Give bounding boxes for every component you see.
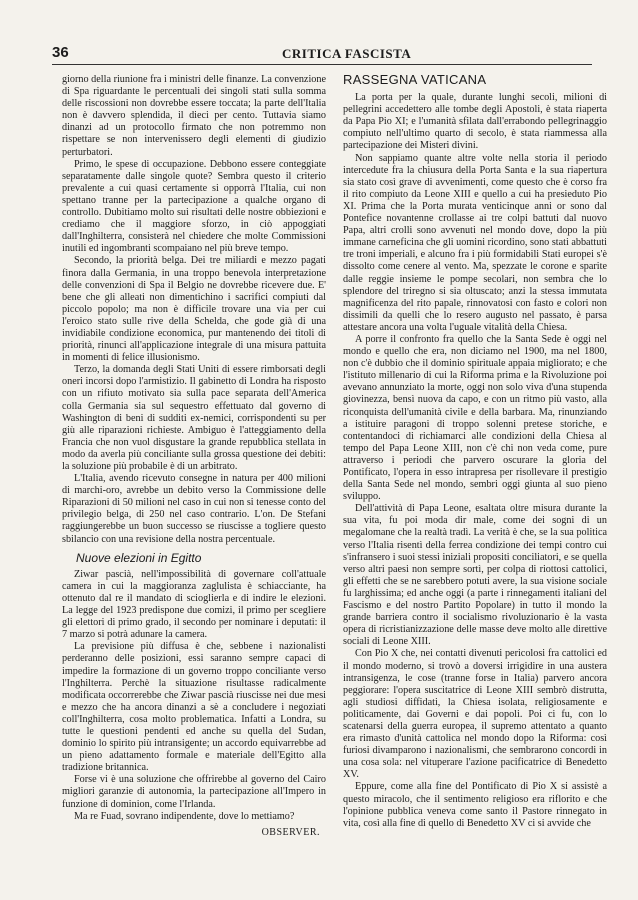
section-subheading: Nuove elezioni in Egitto xyxy=(76,550,202,565)
paragraph: Primo, le spese di occupazione. Debbono essere conteggiate separatamente dalle singole quote? Sembra questo il criterio prevalente a cui quasi certamente si opporrà l'Italia, cui non spettano tranne per la partecipazione a qualche organo di controllo. Dubitiamo molto sui risultati delle nostre obbiezioni e crediamo che il maggiore sforzo, in ciò appoggiati dall'Inghilterra, consisterà nel chiedere che molte Commissioni inutili ed ingombranti scompaiano nel più breve tempo. xyxy=(62,158,326,255)
paragraph: Terzo, la domanda degli Stati Uniti di essere rimborsati degli oneri incorsi dopo l'armistizio. Il gabinetto di Londra ha risposto con un rifiuto motivato sia sulla pace separata dell'America colla Germania sia sul sequestro effettuato dal governo di Washington di beni di sudditi ex-nemici, corrispondenti su per giù alle riparazioni richieste. Ambiguo è l'atteggiamento della Francia che non vuol disgustare la grande repubblica stellata in modo da averla più conciliante sulla grossa questione dei debiti: la soluzione più probabile è di un arbitrato. xyxy=(62,364,326,472)
paragraph: Con Pio X che, nei contatti divenuti pericolosi fra cattolici ed il mondo moderno, si trovò a doversi irrigidire in una austera intransigenza, le cose (tranne forse in Italia) parvero ancora peggiorare: l'opera suscitatrice di Leone XIII sembrò distrutta, agli studiosi diffidati, la Chiesa isolata, religiosamente e politicamente, dai Governi e dai popoli. Poi ci fu, con lo scatenarsi della guerra europea, il supremo attentato a quanto era rimasto d'unità cattolica nel mondo dopo la Riforma: così furiosi divamparono i nazionalismi, che sembrarono concordi in una cosa sola: nel vituperare l'azione pacificatrice di Benedetto XV. xyxy=(343,648,607,781)
page-header xyxy=(52,44,592,65)
paragraph: Ma re Fuad, sovrano indipendente, dove lo mettiamo? xyxy=(74,810,295,822)
author-signature: OBSERVER. xyxy=(261,826,320,838)
section-heading: RASSEGNA VATICANA xyxy=(343,72,487,87)
journal-title: CRITICA FASCISTA xyxy=(282,46,412,61)
paragraph: giorno della riunione fra i ministri delle finanze. La convenzione di Spa riguardante le percentuali dei singoli stati sulla somma delle riscossioni non dovrebbe essere toccata; la parte dell'Italia non è davvero splendida, il dieci per cento. Tuttavia siamo dinanzi ad un protocollo firmato che non potremmo non rispettare se non intervenissero degli elementi di giudizio perturbatori. xyxy=(62,74,326,158)
paragraph: L'Italia, avendo ricevuto consegne in natura per 400 milioni di marchi-oro, avrebbe un debito verso la Commissione delle Riparazioni di 50 milioni nel caso in cui non si tenesse conto del privilegio belga, di 250 nel caso contrario. L'on. De Stefani raggiungerebbe un buon successo se riuscisse a togliere questo sbilancio con una revisione della nostra percentuale. xyxy=(62,473,326,545)
paragraph: La porta per la quale, durante lunghi secoli, milioni di pellegrini accedettero alle tombe degli Apostoli, è stata riaperta da Papa Pio XI; e l'umanità sfilata dall'errabondo pellegrinaggio compiuto nell'ultimo quarto di secolo, è stata riammessa alla partecipazione dei Misteri divini. xyxy=(343,92,607,152)
paragraph: Secondo, la priorità belga. Dei tre miliardi e mezzo pagati finora dalla Germania, in una troppo benevola interpretazione delle convenzioni di Spa il Belgio ne dovrebbe ricevere due. E' bene che gli alleati non dimentichino i sacrifici compiuti dal piccolo popolo; ma non è difficile trovare una via per cui l'eroico stato sulle rive della Schelda, che gode già di una invidiabile condizione economica, pur mantenendo dei titoli di priorità, rinunci all'applicazione integrale di una misura pattuita in momenti di felice illusionismo. xyxy=(62,255,326,364)
page-number: 36 xyxy=(52,44,69,61)
paragraph: A porre il confronto fra quello che la Santa Sede è oggi nel mondo e quello che era, non diciamo nel 1900, ma nel 1800, non c'è dubbio che il dominio spirituale appaia migliorato; e che l'istituto millenario di cui la Riforma prima e la Rivoluzione poi avevano annunziato la morte, oggi non solo viva d'una stupenda giovinezza, bensì nuova da capo, e con un ritmo più vasto, alla riconquista dell'umanità civile e della barbara. Ma, rinunziando a istituire paragoni di troppo solenni pretese storiche, e contentandoci di richiamarci alle condizioni della Chiesa al tempo del Papa Leone XIII, non c'è chi non veda come, pure attraverso i periodi che parvero oscurare la gloria del Pontificato, l'opera in esso intrapresa per risollevare il prestigio della Santa Sede nel mondo, sembri oggi giunta al suo pieno sviluppo. xyxy=(343,333,607,503)
right-column xyxy=(343,74,607,830)
left-column xyxy=(62,74,326,839)
paragraph: Forse vi è una soluzione che offrirebbe al governo del Cairo migliori garanzie di autonomia, la partecipazione all'Impero in funzione di dominion, come l'Irlanda. xyxy=(62,774,326,810)
paragraph: Dell'attività di Papa Leone, esaltata oltre misura durante la sua vita, fu poi moda dir male, come dei sogni di un megalomane che la realtà tradì. La verità è che, se la sua politica verso l'Italia risentì della ferrea condizione dei tempi contro cui s'infransero i suoi stessi iniziali propositi conciliatori, e se quella verso altri paesi non sempre sortì, per colpa di riottosi cattolici, gli effetti che se ne sarebbero potuti avere, la sua visione sociale fu larghissima; ed anche oggi (a parte i rinnegamenti italiani del Fascismo e del nostro Partito Popolare) in tutto il mondo la grande barriera contro il socialismo rivoluzionario è la vasta opera di ricristianizzazione delle masse deve molto alle direttive sociali di Leone XIII. xyxy=(343,503,607,648)
paragraph: Eppure, come alla fine del Pontificato di Pio X si assistè a questo miracolo, che il sentimento religioso era riflorito e che l'opinione pubblica veneva come santo il Pastore rinnegato in vita, così alla fine di quello di Benedetto XV ci si avvide che xyxy=(343,781,607,829)
paragraph: Ziwar pascià, nell'impossibilità di governare coll'attuale camera in cui la maggioranza zaglulista è schiacciante, ha ottenuto dal re il mandato di scioglierla e di indire le elezioni. La legge del 1923 predispone due comizi, il primo per scegliere gli elettori di primo grado, il secondo per nominare i deputati: il 7 marzo si potrà adunare la camera. xyxy=(62,568,326,641)
paragraph: Non sappiamo quante altre volte nella storia il periodo intercedute fra la chiusura della Porta Santa e la sua riapertura sia stato così grave di avvenimenti, come questo che è corso fra il rito compiuto da Leone XIII e quello a cui ha presieduto Pio XI. Prima che la Porta murata venticinque anni or sono dal Pontefice novantenne crollasse ai tre colpi battuti dal nuovo Papa, altri crolli sono avvenuti nel mondo dove, dopo la più immane carneficina che gli uomini ricordino, sono stati abbattuti tre troni imperiali, e alcuno fra i più formidabili Stati europei s'è dissolto come cenere al vento. Ma, spezzate le corone e sparite dalle reggie insieme le pompe secolari, non sembra che lo splendore del triregno si sia oltuscato; anzi la stessa immutata magnificenza del rito papale, rinnovatosi con fasto e colori non dissimili da quelli che lo resero augusto nel passato, è parsa attestare ancora una volta l'uguale vitalità della Chiesa. xyxy=(343,152,607,333)
paragraph: La previsione più diffusa è che, sebbene i nazionalisti perderanno delle posizioni, essi saranno sempre capaci di impedire la formazione di un governo troppo conciliante verso l'Inghilterra. Perchè la situazione risultasse radicalmente modificata occorrerebbe che Ziwar pascià riuscisse nei due mesi e mezzo che ha ancora dinanzi a sè a concludere i negoziati coll'Inghilterra, cosa molto problematica. Infatti a Londra, su tutte le questioni pendenti ed anche su quella del Sudan, dominio lo spirito più intransigente; un accordo equivarrebbe ad un pieno adattamento formale e materiale dell'Egitto alla tradizione britannica. xyxy=(62,641,326,774)
